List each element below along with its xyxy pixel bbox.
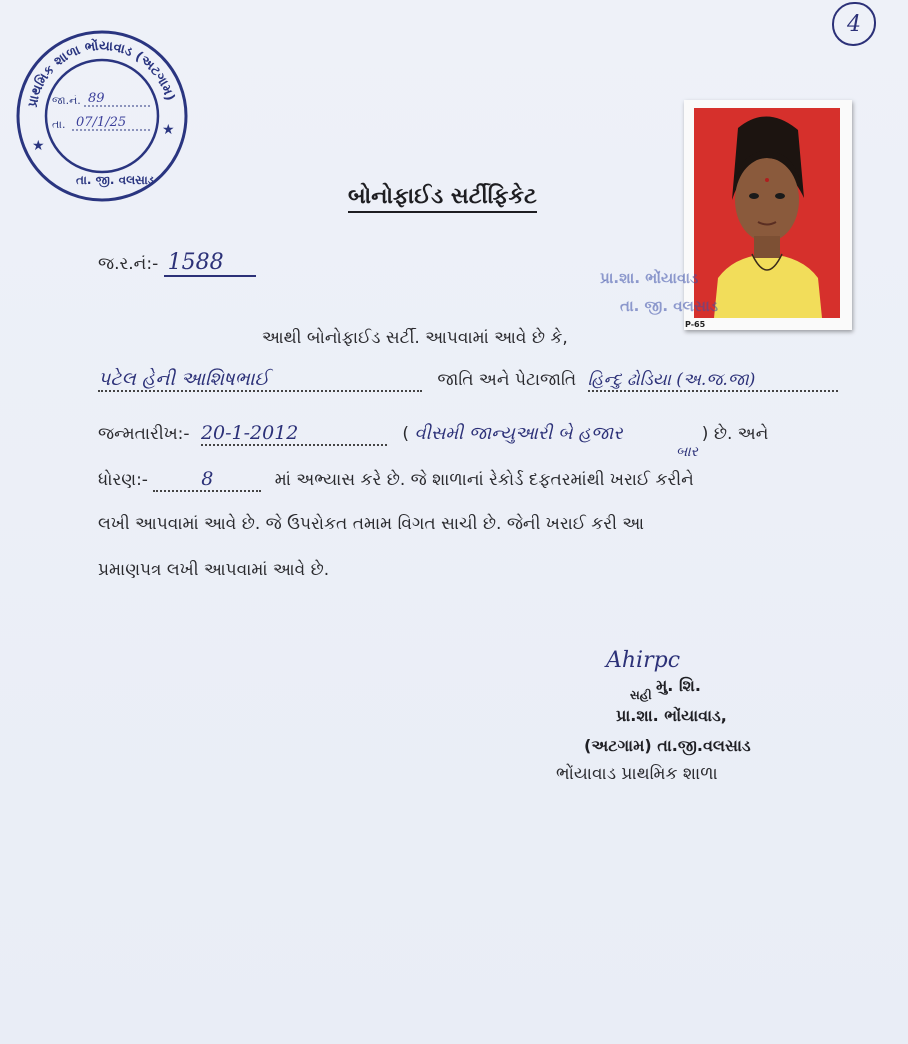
para-line-3: પ્રમાણપત્ર લખી આપવામાં આવે છે. [98,560,330,580]
name-caste-row [98,368,838,392]
dob-label: જન્મતારીખ:- [98,424,190,444]
std-suffix: માં અભ્યાસ કરે છે. જે શાળાનાં રેકોર્ડ દફતરમાંથી ખરાઈ કરીને [274,470,694,490]
stamp-date-label: તા. [52,118,66,131]
signature-line3: (અટગામ) તા.જી.વલસાડ [584,736,751,755]
signature-line1: મુ. શિ. [656,676,701,695]
std-row [98,468,694,492]
photo-overstamp-line2: તા. જી. વલસાડ [620,297,718,315]
signature-sahi: સહી [630,688,652,702]
dob-row [98,422,768,446]
stamp-bottom-text: તા. જી. વલસાડ [76,173,155,187]
dob-words-extra: બાર [676,444,698,460]
dob-value: 20-1-2012 [201,422,387,446]
stamp-no-label: જા.નં. [52,94,81,107]
register-label: જ.ર.નં:- [98,254,159,274]
page-number [832,2,876,46]
dob-words-open: ( [402,424,409,444]
signature-scribble: Ahirpc [606,648,681,673]
student-name-value: પટેલ હેની આશિષભાઈ [98,368,422,392]
page-number-text: 4 [847,11,861,37]
register-row [98,250,256,277]
register-value: 1588 [164,250,256,277]
certificate-title: બોનોફાઈડ સર્ટીફિકેટ [348,184,537,213]
stamp-no-value: 89 [88,91,105,106]
school-round-stamp [14,28,190,204]
stamp-date-value: 07/1/25 [76,115,127,130]
stamp-star-left: ★ [32,138,45,154]
photo-overstamp [600,264,718,320]
photo-code: P-65 [685,320,706,329]
caste-value: હિન્દુ ઢોડિયા (અ.જ.જા) [588,370,838,392]
stamp-ring-text: પ્રાથમિક શાળા ભોંયાવાડ (અટગામ) [25,38,178,109]
std-label: ધોરણ:- [98,470,148,490]
std-value: 8 [153,468,261,492]
caste-label: જાતિ અને પેટાજાતિ [437,370,577,390]
dob-words: વીસમી જાન્યુઆરી બે હજાર [414,423,623,444]
stamp-star-right: ★ [162,122,175,138]
para-line-2: લખી આપવામાં આવે છે. જે ઉપરોકત તમામ વિગત સાચી છે. જેની ખરાઈ કરી આ [98,514,644,534]
dob-suffix: ) છે. અને [701,424,769,444]
photo-overstamp-line1: પ્રા.શા. ભોંયાવાડ [600,269,699,287]
signature-line4: ભોંયાવાડ પ્રાથમિક શાળા [556,764,718,784]
signature-line2: પ્રા.શા. ભોંયાવાડ, [616,706,727,725]
intro-text: આથી બોનોફાઈડ સર્ટી. આપવામાં આવે છે કે, [262,328,568,348]
